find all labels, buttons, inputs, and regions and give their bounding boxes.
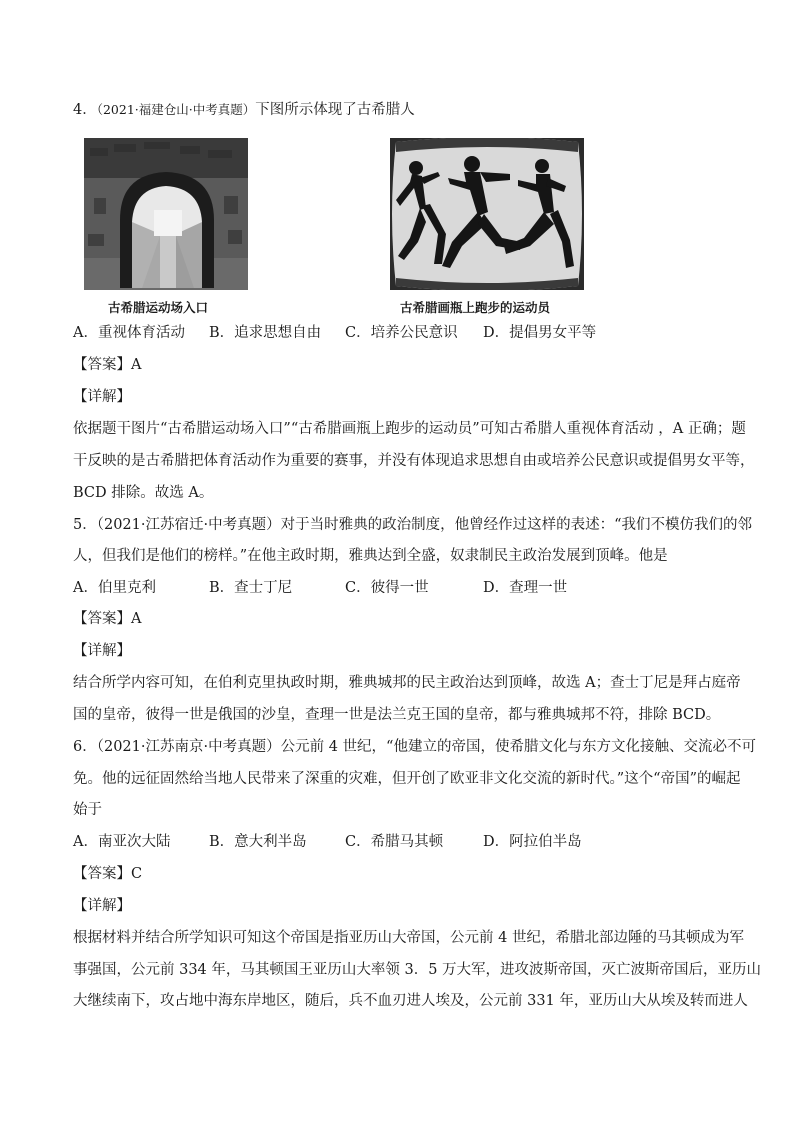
q6-stem-line-3: 始于 [73,802,102,818]
q4-option-d[interactable]: D．提倡男女平等 [483,325,597,341]
q6-answer: 【答案】C [73,866,143,882]
q5-option-b[interactable]: B．查士丁尼 [209,580,293,596]
q4-answer: 【答案】A [73,357,142,373]
q5-answer: 【答案】A [73,611,142,627]
greek-vase-runners-image [390,138,584,290]
q6-stem-line-1: 6．（2021·江苏南京·中考真题）公元前 4 世纪，“他建立的帝国，使希腊文化与东方文化接触、交流必不可 [73,739,756,755]
q4-stem [73,100,415,120]
q4-explain-line-3: BCD 排除。故选 A。 [73,485,214,501]
q5-explain-line-1: 结合所学内容可知，在伯利克里执政时期，雅典城邦的民主政治达到顶峰，故选 A；查士丁尼是拜占庭帝 [73,675,741,691]
q5-option-a[interactable]: A．伯里克利 [73,580,156,596]
stadium-entrance-photo [84,138,248,290]
q6-option-a[interactable]: A．南亚次大陆 [73,834,171,850]
q4-explain-label: 【详解】 [73,389,131,405]
q5-explain-label: 【详解】 [73,643,131,659]
q4-explain-line-2: 干反映的是古希腊把体育活动作为重要的赛事，并没有体现追求思想自由或培养公民意识或提倡男女平等， [73,453,755,469]
q5-stem-line-1: 5．（2021·江苏宿迁·中考真题）对于当时雅典的政治制度，他曾经作过这样的表述：“我们不模仿我们的邻 [73,517,753,533]
q6-explain-line-2: 事强国，公元前 334 年，马其顿国王亚历山大率领 3．5 万大军，进攻波斯帝国，灭亡波斯帝国后，亚历山 [73,962,762,978]
q5-option-c[interactable]: C．彼得一世 [345,580,429,596]
q6-option-c[interactable]: C．希腊马其顿 [345,834,444,850]
q4-source: （2021·福建仓山·中考真题） [96,102,256,117]
q4-option-a[interactable]: A．重视体育活动 [73,325,185,341]
q6-option-b[interactable]: B．意大利半岛 [209,834,307,850]
q4-explain-line-1: 依据题干图片“古希腊运动场入口”“古希腊画瓶上跑步的运动员”可知古希腊人重视体育活动 ，A 正确；题 [73,421,746,437]
q6-explain-line-3: 大继续南下，攻占地中海东岸地区，随后，兵不血刃进人埃及，公元前 331 年，亚历山大从埃及转而进人 [73,993,748,1009]
q4-stem-text: 下图所示体现了古希腊人 [255,102,415,118]
q5-option-d[interactable]: D．查理一世 [483,580,568,596]
q6-explain-label: 【详解】 [73,898,131,914]
q4-number: 4． [73,102,97,118]
q6-stem-line-2: 免。他的远征固然给当地人民带来了深重的灾难，但开创了欧亚非文化交流的新时代。”这个“帝国”的崛起 [73,771,741,787]
q6-explain-line-1: 根据材料并结合所学知识可知这个帝国是指亚历山大帝国，公元前 4 世纪，希腊北部边陲的马其顿成为军 [73,930,744,946]
q5-stem-line-2: 人，但我们是他们的榜样。”在他主政时期，雅典达到全盛，奴隶制民主政治发展到顶峰。他是 [73,548,668,564]
fig2-caption: 古希腊画瓶上跑步的运动员 [400,300,551,315]
q4-option-c[interactable]: C．培养公民意识 [345,325,458,341]
q5-explain-line-2: 国的皇帝，彼得一世是俄国的沙皇，查理一世是法兰克王国的皇帝，都与雅典城邦不符，排除 BCD。 [73,707,721,723]
fig1-caption: 古希腊运动场入口 [108,300,209,315]
q4-option-b[interactable]: B．追求思想自由 [209,325,322,341]
q6-option-d[interactable]: D．阿拉伯半岛 [483,834,582,850]
